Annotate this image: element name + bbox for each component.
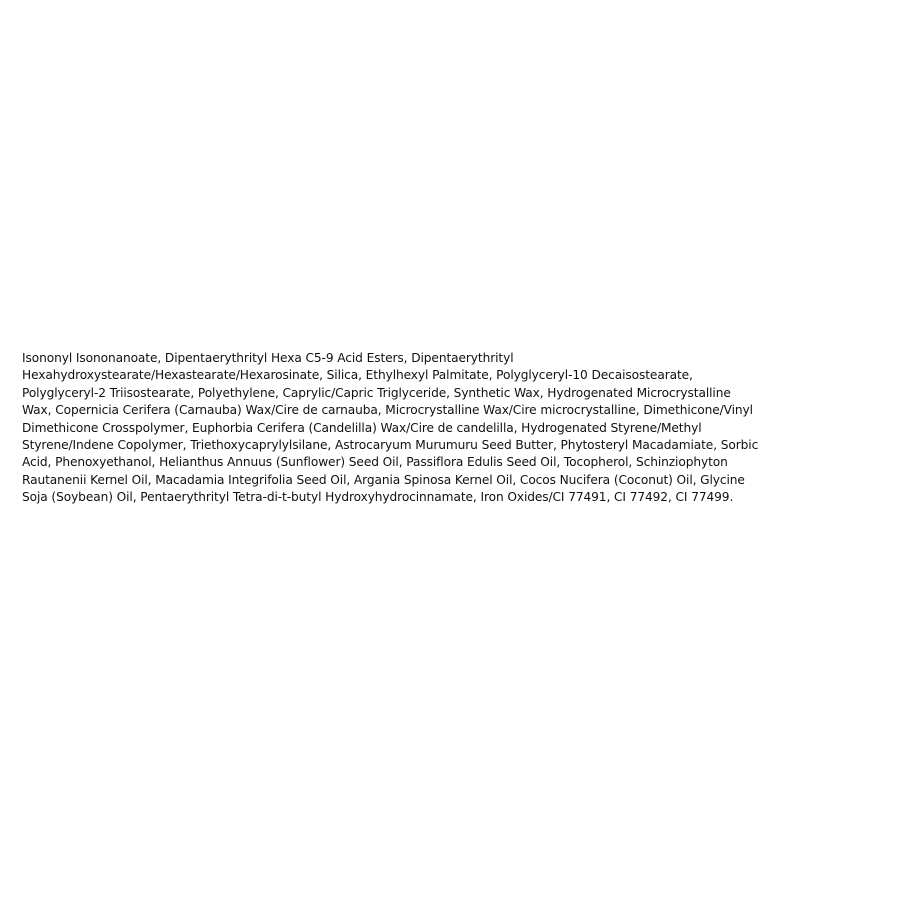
ingredients-line: Polyglyceryl-2 Triisostearate, Polyethylene, Caprylic/Capric Triglyceride, Synthetic Wax, Hydrogenated Microcrystalline bbox=[22, 385, 731, 400]
ingredients-line: Dimethicone Crosspolymer, Euphorbia Cerifera (Candelilla) Wax/Cire de candelilla, Hydrogenated Styrene/Methyl bbox=[22, 420, 702, 435]
ingredients-line: Styrene/Indene Copolymer, Triethoxycaprylylsilane, Astrocaryum Murumuru Seed Butter, Phytosteryl Macadamiate, Sorbic bbox=[22, 438, 759, 453]
ingredients-line: Wax, Copernicia Cerifera (Carnauba) Wax/Cire de carnauba, Microcrystalline Wax/Cire microcrystalline, Dimethicone/Vinyl bbox=[22, 403, 753, 418]
ingredients-line: Acid, Phenoxyethanol, Helianthus Annuus (Sunflower) Seed Oil, Passiflora Edulis Seed Oil, Tocopherol, Schinziophyton bbox=[22, 455, 728, 470]
ingredients-line: Rautanenii Kernel Oil, Macadamia Integrifolia Seed Oil, Argania Spinosa Kernel Oil, Cocos Nucifera (Coconut) Oil, Glycine bbox=[22, 472, 745, 487]
ingredients-line: Isononyl Isononanoate, Dipentaerythrityl Hexa C5-9 Acid Esters, Dipentaerythrityl bbox=[22, 351, 514, 365]
ingredients-text bbox=[22, 350, 892, 507]
ingredients-line: Hexahydroxystearate/Hexastearate/Hexarosinate, Silica, Ethylhexyl Palmitate, Polyglyceryl-10 Decaisostearate, bbox=[22, 368, 693, 383]
ingredients-line: Soja (Soybean) Oil, Pentaerythrityl Tetra-di-t-butyl Hydroxyhydrocinnamate, Iron Oxides/CI 77491, CI 77492, CI 77499. bbox=[22, 490, 734, 505]
